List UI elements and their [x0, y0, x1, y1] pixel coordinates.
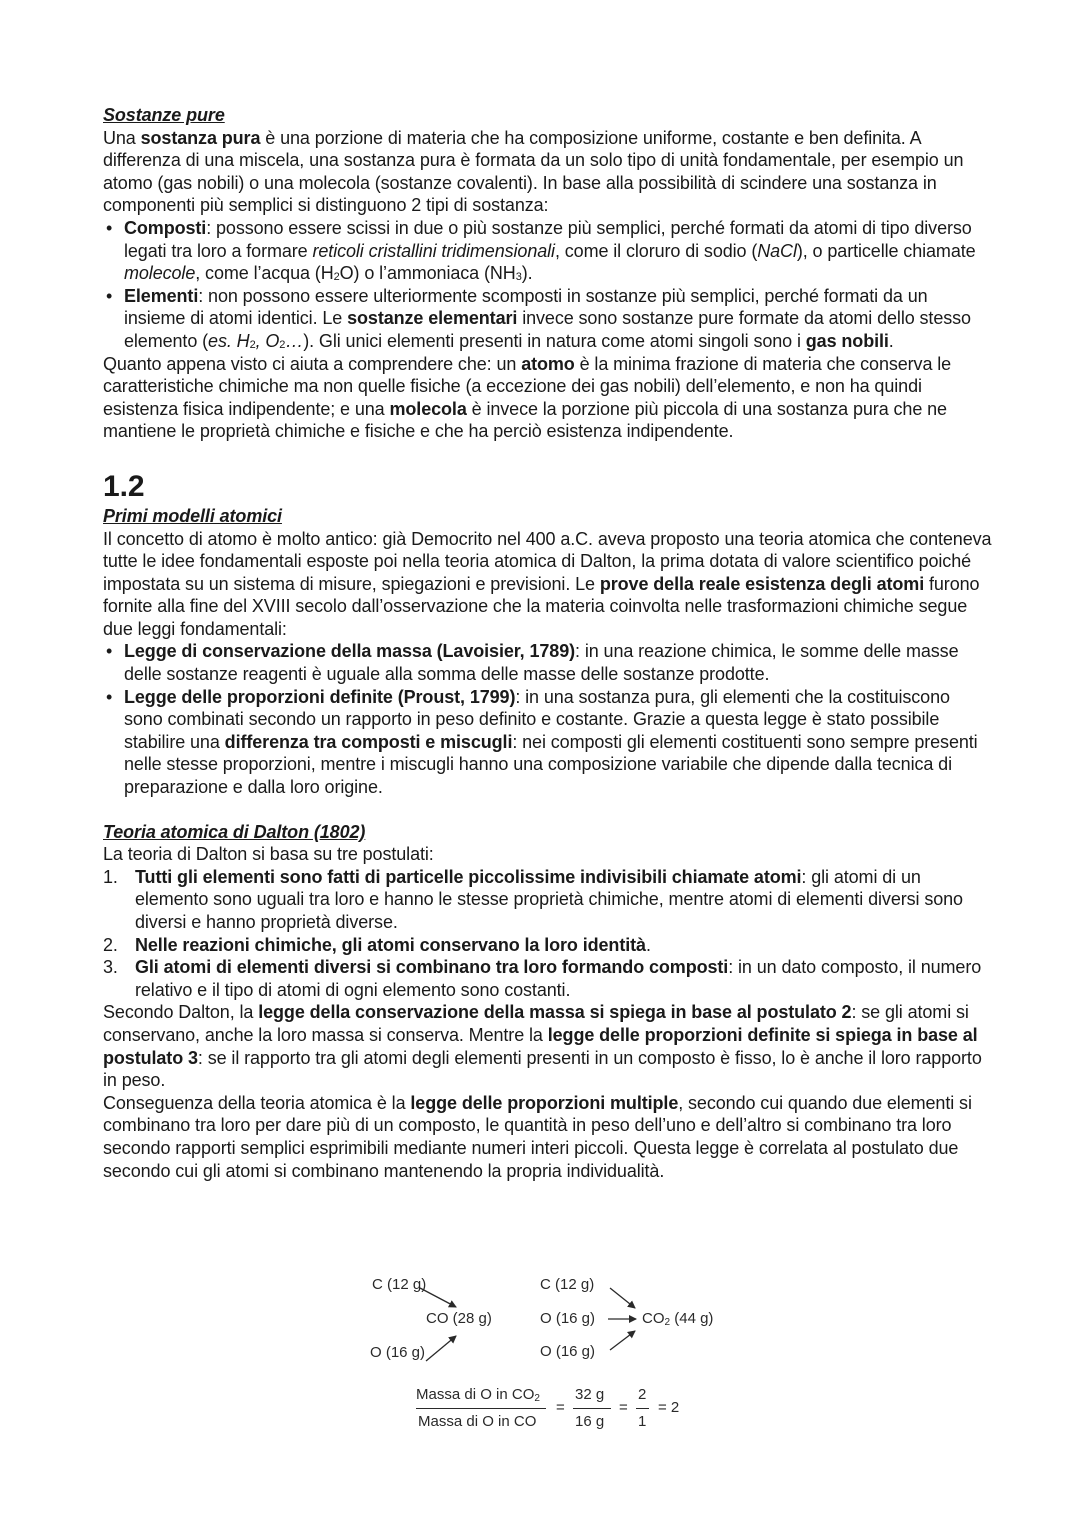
section-heading-early-atomic-models: Primi modelli atomici — [103, 505, 282, 526]
list-item: 2. Nelle reazioni chimiche, gli atomi conservano la loro identità. — [103, 934, 651, 955]
equals-sign: = — [619, 1399, 628, 1416]
list-item: • Elementi: non possono essere ulteriormente scomposti in sostanze più semplici, perché formati da un insieme di atomi identici. Le sostanze elementari invece sono sostanze pure formate da atomi dello stesso elemento (es. $H_2$, $O_2\dots$). Gli unici elementi presenti in natura come atomi singoli sono i gas nobili. — [103, 285, 993, 353]
section-heading-pure-substances: Sostanze pure — [103, 105, 225, 125]
list-item: • Composti: possono essere scissi in due o più sostanze più semplici, perché formati da atomi di tipo diverso legati tra loro a formare reticoli cristallini tridimensionali, come il cloruro di sodio (NaCl), o particelle chiamate molecole, come l’acqua $(H_2O)$ o l’ammoniaca $(NH_3)$. — [103, 217, 993, 285]
numbered-list — [103, 866, 993, 1002]
paragraph: Una sostanza pura è una porzione di materia che ha composizione uniforme, costante e ben definita. A differenza di una miscela, una sostanza pura è formata da un solo tipo di unità fondamentale, per esempio un atomo (gas nobili) o una molecola (sostanze covalenti). In base alla possibilità di scindere una sostanza in componenti più semplici si distinguono 2 tipi di sostanza: — [103, 127, 964, 216]
ratio-result: = 2 — [658, 1399, 680, 1416]
list-item: 3. Gli atomi di elementi diversi si combinano tra loro formando composti: in un dato composto, il numero relativo e il tipo di atomi di ogni elemento sono costanti. — [103, 957, 982, 1000]
ratio-denominator: Massa di O in CO — [418, 1413, 537, 1430]
reactant-oxygen: O (16 g) — [370, 1344, 426, 1361]
paragraph: Secondo Dalton, la legge della conservazione della massa si spiega in base al postulato 2: se gli atomi si conservano, anche la loro massa si conserva. Mentre la legge delle proporzioni definite si spiega in base al postulato 3: se il rapporto tra gli atomi degli elementi presenti in un composto è fisso, lo è anche il loro rapporto in peso. — [103, 1002, 982, 1091]
bullet-list — [103, 640, 993, 798]
reactant-carbon-2: C (12 g) — [540, 1276, 595, 1293]
list-item: • Legge di conservazione della massa (Lavoisier, 1789): in una reazione chimica, le somme delle masse delle sostanze reagenti è uguale alla somma delle masse delle sostanze prodotte. — [103, 640, 993, 685]
product-co2: $CO_2$ (44 g) — [642, 1310, 714, 1328]
fraction-bar — [636, 1408, 649, 1409]
bullet-list — [103, 217, 993, 353]
paragraph: La teoria di Dalton si basa su tre postulati: — [103, 844, 434, 865]
multiple-proportions-diagram — [360, 1272, 740, 1442]
fraction-numerator: 32 g — [575, 1386, 605, 1403]
paragraph: Il concetto di atomo è molto antico: già Democrito nel 400 a.C. aveva proposto una teoria atomica che conteneva tutte le idee fondamentali esposte poi nella teoria atomica di Dalton, la prima dotata di valore scientifico poiché impostata su un sistema di misure, spiegazioni e previsioni. Le prove della reale esistenza degli atomi furono fornite alla fine del XVIII secolo dall’osservazione che la materia coinvolta nelle trasformazioni chimiche segue due leggi fondamentali: — [103, 528, 992, 639]
document-body — [103, 104, 993, 1182]
reactant-oxygen-2: O (16 g) — [540, 1310, 596, 1327]
section-heading-dalton-theory: Teoria atomica di Dalton (1802) — [103, 821, 366, 842]
reactant-carbon: C (12 g) — [372, 1276, 427, 1293]
fraction-denominator: 16 g — [575, 1413, 605, 1430]
paragraph: Quanto appena visto ci aiuta a comprendere che: un atomo è la minima frazione di materia che conserva le caratteristiche chimiche ma non quelle fisiche (a eccezione dei gas nobili) dell’elemento, e non ha quindi esistenza fisica indipendente; e una molecola è invece la porzione più piccola di una sostanza pura che ne mantiene le proprietà chimiche e fisiche e che ha perciò esistenza indipendente. — [103, 353, 952, 442]
reactant-oxygen-3: O (16 g) — [540, 1343, 596, 1360]
fraction-numerator: 2 — [638, 1386, 647, 1403]
fraction-denominator: 1 — [638, 1413, 647, 1430]
list-item: • Legge delle proporzioni definite (Proust, 1799): in una sostanza pura, gli elementi che la costituiscono sono combinati secondo un rapporto in peso definito e costante. Grazie a questa legge è stato possibile stabilire una differenza tra composti e miscugli: nei composti gli elementi costituenti sono sempre presenti nelle stesse proporzioni, mentre i miscugli hanno una composizione variabile che dipende dalla tecnica di preparazione e dalla loro origine. — [103, 686, 993, 799]
arrow-o2-to-co2 — [610, 1331, 635, 1350]
arrow-c-to-co2 — [610, 1288, 635, 1308]
fraction-bar — [573, 1408, 611, 1409]
paragraph: Conseguenza della teoria atomica è la legge delle proporzioni multiple, secondo cui quando due elementi si combinano tra loro per dare più di un composto, le quantità in peso dell’uno e dell’altro si combinano tra loro secondo rapporti semplici esprimibili mediante numeri interi piccoli. Questa legge è correlata al postulato due secondo cui gli atomi si combinano mantenendo la propria individualità. — [103, 1092, 972, 1181]
section-number: 1.2 — [103, 469, 145, 503]
product-co: CO (28 g) — [426, 1310, 492, 1327]
fraction-bar — [416, 1408, 546, 1409]
list-item: 1. Tutti gli elementi sono fatti di particelle piccolissime indivisibili chiamate atomi: gli atomi di un elemento sono uguali tra loro e hanno le stesse proprietà chimiche, mentre atomi di elementi diversi sono diversi e hanno proprietà diverse. — [103, 866, 963, 932]
ratio-numerator: Massa di O in $CO_2$ — [416, 1386, 540, 1404]
equals-sign: = — [556, 1399, 565, 1416]
arrow-o-to-co — [426, 1336, 456, 1361]
